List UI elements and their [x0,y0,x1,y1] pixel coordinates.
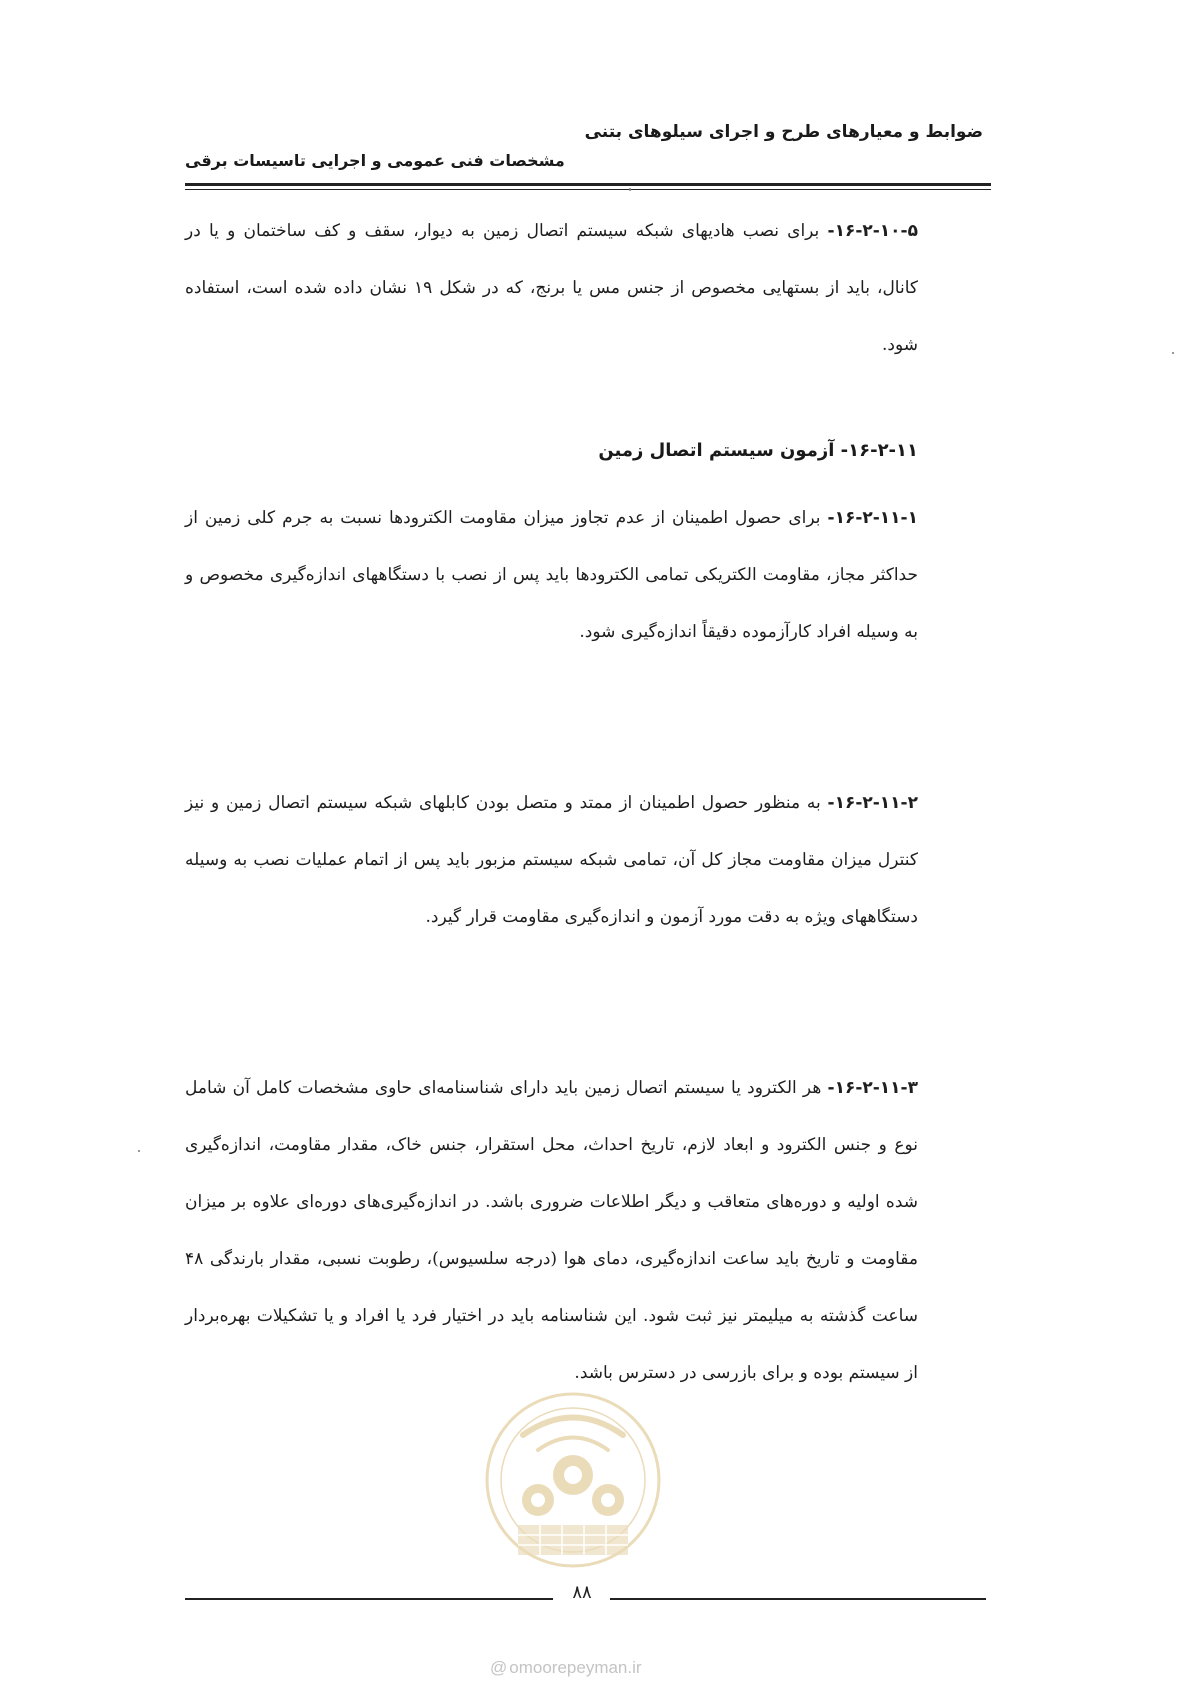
footer-rule-left [185,1598,553,1600]
site-credit [490,1658,642,1678]
section-heading: ۱۶-۲-۱۱- آزمون سیستم اتصال زمین [598,440,918,461]
paragraph-16-2-11-3 [185,1060,918,1402]
at-icon: @ [490,1658,508,1677]
paragraph-text: برای حصول اطمینان از عدم تجاوز میزان مقاومت الکترودها نسبت به جرم کلی زمین از حداکثر مجاز، مقاومت الکتریکی تمامی الکترودها باید پس از نصب با دستگاههای اندازه‌گیری مخصوص و به وسیله افراد کارآزموده دقیقاً اندازه‌گیری شود. [185,508,918,642]
header-rule-thin [185,189,991,190]
scan-speck [629,188,631,191]
paragraph-16-2-11-1 [185,490,918,661]
paragraph-16-2-10-5 [185,203,918,374]
watermark-logo [478,1380,668,1580]
site-url: omoorepeyman.ir [509,1658,642,1677]
section-title: مشخصات فنی عمومی و اجرایی تاسیسات برقی [185,151,565,170]
paragraph-text: به منظور حصول اطمینان از ممتد و متصل بودن کابلهای شبکه سیستم اتصال زمین و نیز کنترل میزان مقاومت مجاز کل آن، تمامی شبکه سیستم مزبور باید پس از اتمام عملیات نصب به وسیله دستگاههای ویژه به دقت مورد آزمون و اندازه‌گیری مقاومت قرار گیرد. [185,793,918,927]
paragraph-number: ۱۶-۲-۱۰-۵- [827,221,918,241]
paragraph-16-2-11-2 [185,775,918,946]
header-rule [185,183,991,186]
book-title: ضوابط و معیارهای طرح و اجرای سیلوهای بتنی [584,122,983,142]
scan-speck [138,1150,140,1152]
scan-speck [1172,352,1174,354]
footer-rule-right [610,1598,986,1600]
paragraph-number: ۱۶-۲-۱۱-۳- [827,1078,918,1098]
paragraph-number: ۱۶-۲-۱۱-۱- [827,508,918,528]
paragraph-text: هر الکترود یا سیستم اتصال زمین باید دارای شناسنامه‌ای حاوی مشخصات کامل آن شامل نوع و جنس الکترود و ابعاد لازم، تاریخ احداث، محل استقرار، جنس خاک، مقدار مقاومت، اندازه‌گیری شده اولیه و دوره‌های متعاقب و دیگر اطلاعات ضروری باشد. در اندازه‌گیری‌های دوره‌ای علاوه بر میزان مقاومت و تاریخ باید ساعت اندازه‌گیری، دمای هوا (درجه سلسیوس)، رطوبت نسبی، مقدار بارندگی ۴۸ ساعت گذشته به میلیمتر نیز ثبت شود. این شناسنامه باید در اختیار فرد یا افراد و یا تشکیلات بهره‌بردار از سیستم بوده و برای بازرسی در دسترس باشد. [185,1078,918,1383]
page-number: ۸۸ [572,1582,592,1603]
paragraph-number: ۱۶-۲-۱۱-۲- [827,793,918,813]
paragraph-text: برای نصب هادیهای شبکه سیستم اتصال زمین به دیوار، سقف و کف ساختمان و یا در کانال، باید از بستهایی مخصوص از جنس مس یا برنج، که در شکل ۱۹ نشان داده شده است، استفاده شود. [185,221,918,355]
